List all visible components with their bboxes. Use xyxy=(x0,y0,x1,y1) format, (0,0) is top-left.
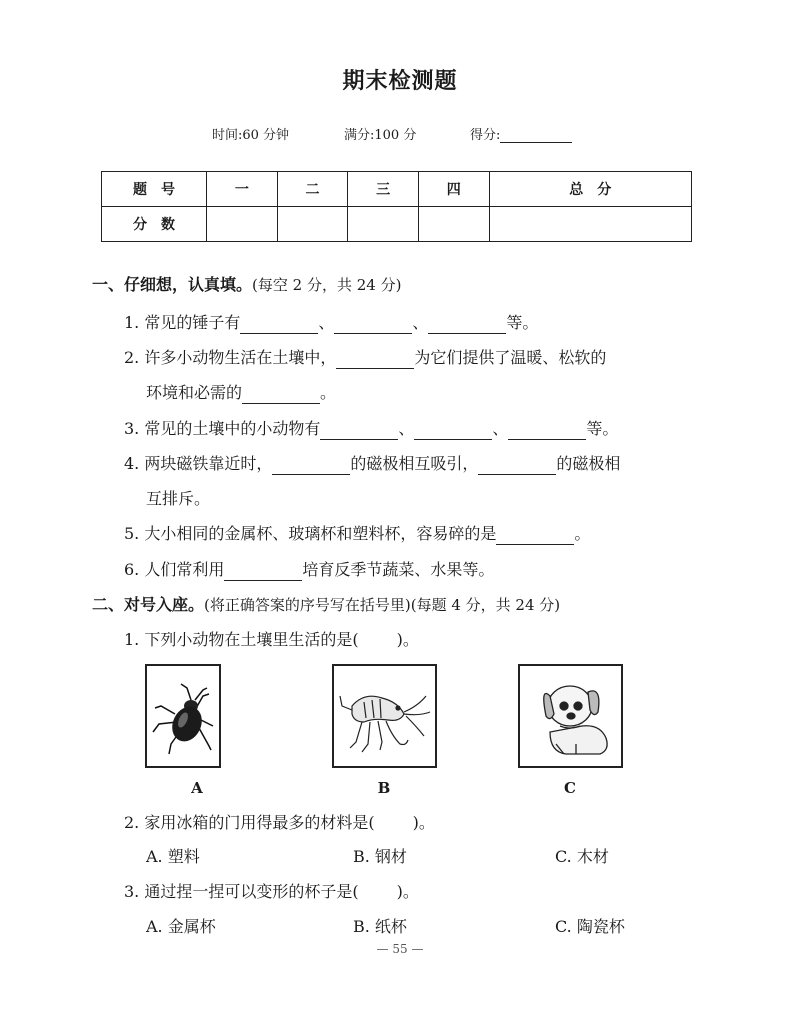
score-table xyxy=(101,171,692,242)
answer-blank[interactable] xyxy=(496,526,574,545)
answer-blank[interactable] xyxy=(224,562,302,581)
header-cell: 一 xyxy=(207,172,278,207)
score-table-score-row xyxy=(102,207,692,242)
beetle-icon xyxy=(147,666,219,766)
score-table-header-row xyxy=(102,172,692,207)
page-title: 期末检测题 xyxy=(342,69,458,94)
header-cell: 二 xyxy=(277,172,348,207)
question-2-3: 3. 通过捏一捏可以变形的杯子是( )。 xyxy=(124,882,419,901)
question-1-4-cont: 互排斥。 xyxy=(146,489,211,508)
section1-heading: 一、仔细想，认真填。(每空 2 分，共 24 分) xyxy=(92,275,402,294)
option-2-3-c[interactable]: C. 陶瓷杯 xyxy=(555,917,625,936)
answer-blank[interactable] xyxy=(414,421,492,440)
row-label: 分 数 xyxy=(102,207,207,242)
page-number: — 55 — xyxy=(376,942,424,956)
option-c-picture[interactable] xyxy=(518,664,623,768)
answer-blank[interactable] xyxy=(240,315,318,334)
header-cell: 题 号 xyxy=(102,172,207,207)
answer-blank[interactable] xyxy=(336,350,414,369)
question-1-1: 1. 常见的锤子有 、 、 等。 xyxy=(124,313,539,332)
question-1-3: 3. 常见的土壤中的小动物有 、 、 等。 xyxy=(124,419,619,438)
score-cell[interactable] xyxy=(277,207,348,242)
puppy-icon xyxy=(520,666,621,766)
full-score-info: 满分:100 分 xyxy=(344,128,417,143)
header-cell: 四 xyxy=(418,172,489,207)
question-2-2: 2. 家用冰箱的门用得最多的材料是( )。 xyxy=(124,813,435,832)
time-info: 时间:60 分钟 xyxy=(212,128,290,143)
header-cell: 总 分 xyxy=(489,172,692,207)
score-blank[interactable] xyxy=(500,128,572,143)
score-cell[interactable] xyxy=(418,207,489,242)
question-2-1: 1. 下列小动物在土壤里生活的是( )。 xyxy=(124,630,419,649)
section2-heading: 二、对号入座。(将正确答案的序号写在括号里)(每题 4 分，共 24 分) xyxy=(92,595,561,614)
option-b-label: B xyxy=(377,779,391,797)
answer-blank[interactable] xyxy=(478,456,556,475)
option-b-picture[interactable] xyxy=(332,664,437,768)
score-cell[interactable] xyxy=(207,207,278,242)
score-info: 得分: xyxy=(470,124,572,143)
header-cell: 三 xyxy=(348,172,419,207)
question-1-4: 4. 两块磁铁靠近时， 的磁极相互吸引， 的磁极相 xyxy=(124,454,621,473)
option-2-3-a[interactable]: A. 金属杯 xyxy=(146,917,216,936)
answer-blank[interactable] xyxy=(508,421,586,440)
answer-blank[interactable] xyxy=(272,456,350,475)
option-a-picture[interactable] xyxy=(145,664,221,768)
option-2-2-a[interactable]: A. 塑料 xyxy=(146,847,200,866)
answer-blank[interactable] xyxy=(242,385,320,404)
option-c-label: C xyxy=(564,779,576,797)
option-a-label: A xyxy=(191,779,203,797)
question-1-2-cont: 环境和必需的 。 xyxy=(146,383,337,402)
option-2-2-b[interactable]: B. 钢材 xyxy=(353,847,407,866)
option-2-2-c[interactable]: C. 木材 xyxy=(555,847,609,866)
question-1-6: 6. 人们常利用 培育反季节蔬菜、水果等。 xyxy=(124,560,495,579)
question-1-5: 5. 大小相同的金属杯、玻璃杯和塑料杯，容易碎的是 。 xyxy=(124,524,591,543)
shrimp-icon xyxy=(334,666,435,766)
answer-blank[interactable] xyxy=(428,315,506,334)
score-cell[interactable] xyxy=(348,207,419,242)
score-cell[interactable] xyxy=(489,207,692,242)
question-1-2: 2. 许多小动物生活在土壤中， 为它们提供了温暖、松软的 xyxy=(124,348,607,367)
option-2-3-b[interactable]: B. 纸杯 xyxy=(353,917,407,936)
answer-blank[interactable] xyxy=(320,421,398,440)
answer-blank[interactable] xyxy=(334,315,412,334)
